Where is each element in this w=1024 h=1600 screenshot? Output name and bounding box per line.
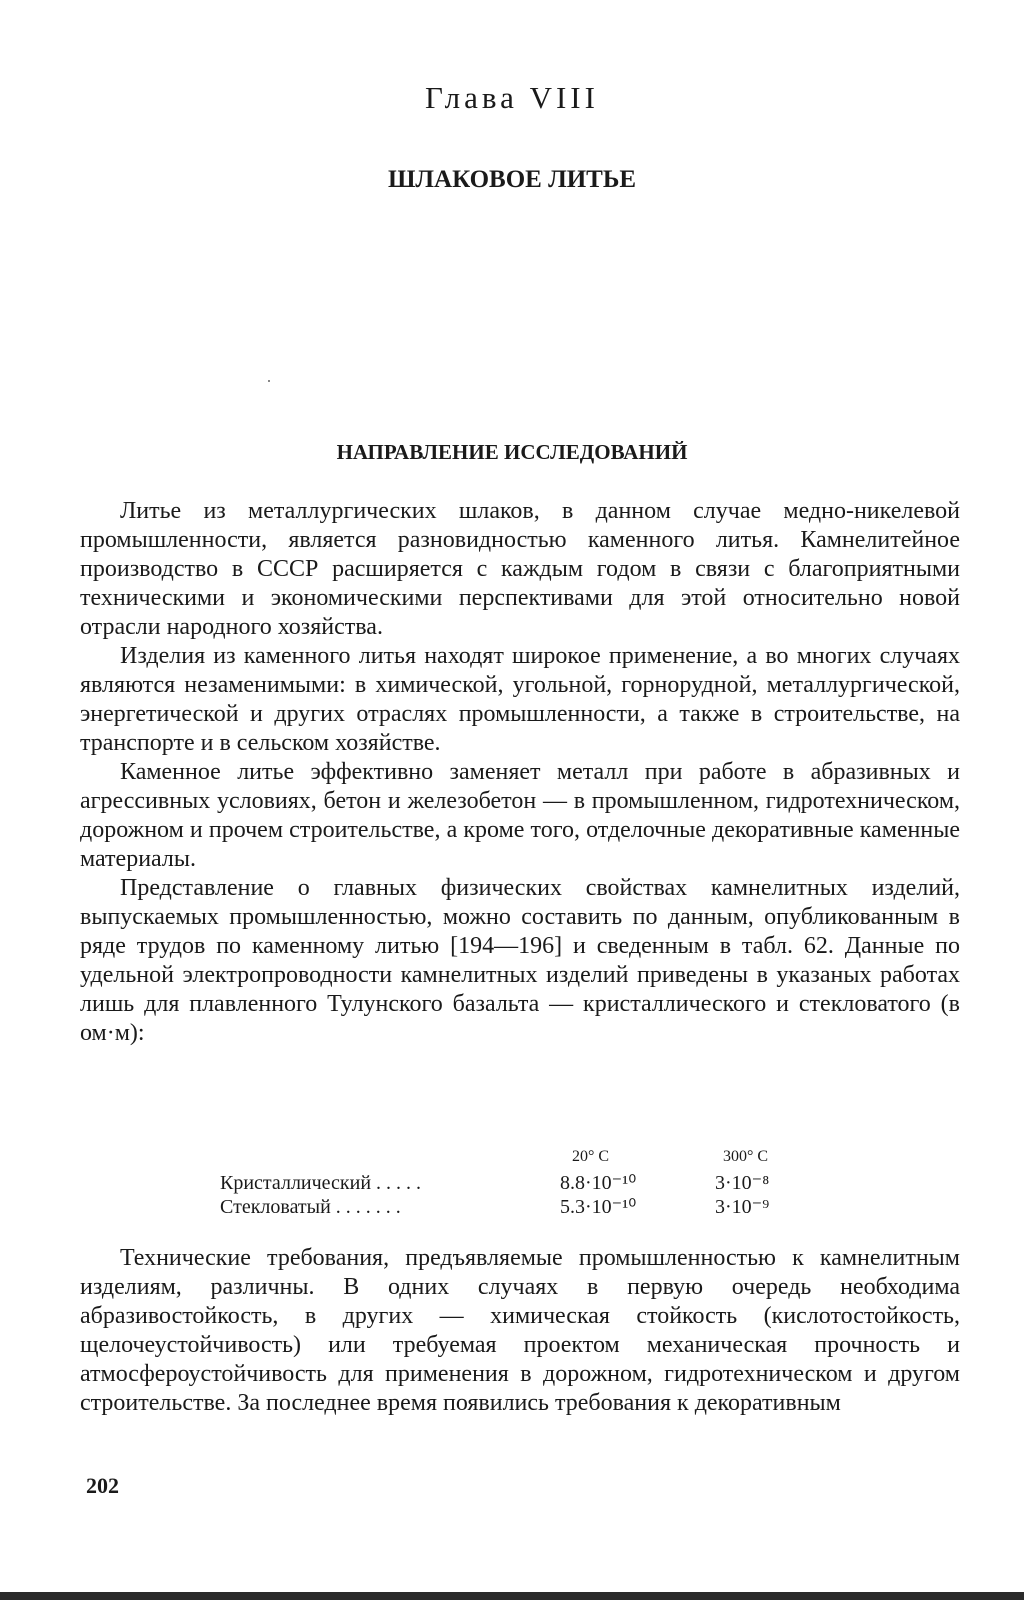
table-header-300c: 300° C <box>723 1148 769 1165</box>
row-value-20c: 5.3·10⁻¹⁰ <box>560 1196 637 1218</box>
paragraph: Представление о главных физических свойствах камнелитных изделий, выпускаемых промышленностью, можно составить по данным, опубликованным в ряде трудов по каменному литью [194—196] и сведенным в табл. 62. Данные по удельной электропроводности камнелитных изделий приведены в указаных работах лишь для плавленного Тулунского базальта — кристаллического и стекловатого (в ом·м): <box>80 875 960 1046</box>
table-row <box>220 1195 815 1219</box>
row-label: Стекловатый . . . . . . . <box>220 1196 401 1218</box>
conductivity-table <box>220 1145 815 1219</box>
table-header-row <box>220 1145 815 1171</box>
page-number: 202 <box>86 1473 119 1498</box>
table-header-20c: 20° C <box>572 1148 610 1165</box>
table-row <box>220 1171 815 1195</box>
row-value-300c: 3·10⁻⁸ <box>715 1172 770 1194</box>
section-heading: НАПРАВЛЕНИЕ ИССЛЕДОВАНИЙ <box>336 440 688 464</box>
print-speck <box>268 380 270 382</box>
row-value-20c: 8.8·10⁻¹⁰ <box>560 1172 637 1194</box>
paragraph: Литье из металлургических шлаков, в данном случае медно-никелевой промышленности, является разновидностью каменного литья. Камнелитейное производство в СССР расширяется с каждым годом в связи с благоприятными техническими и экономическими перспективами для этой относительно новой отрасли народного хозяйства. <box>80 498 960 640</box>
body-text-after-table <box>80 1244 960 1418</box>
table-header-empty <box>220 1145 560 1171</box>
scan-bottom-edge <box>0 1592 1024 1600</box>
paragraph: Каменное литье эффективно заменяет металл при работе в абразивных и агрессивных условиях, бетон и железобетон — в промышленном, гидротехническом, дорожном и прочем строительстве, а кроме того, отделочные декоративные каменные материалы. <box>80 759 960 872</box>
body-text-before-table <box>80 497 960 1048</box>
paragraph: Изделия из каменного литья находят широкое применение, а во многих случаях являются незаменимыми: в химической, угольной, горнорудной, металлургической, энергетической и других отраслях промышленности, а также в строительстве, на транспорте и в сельском хозяйстве. <box>80 643 960 756</box>
paragraph: Технические требования, предъявляемые промышленностью к камнелитным изделиям, различны. В одних случаях в первую очередь необходима абразивостойкость, в других — химическая стойкость (кислотостойкость, щелочеустойчивость) или требуемая проектом механическая прочность и атмосфероустойчивость для применения в дорожном, гидротехническом и другом строительстве. За последнее время появились требования к декоративным <box>80 1245 960 1416</box>
row-label: Кристаллический . . . . . <box>220 1172 422 1194</box>
row-value-300c: 3·10⁻⁹ <box>715 1196 770 1218</box>
chapter-title: ШЛАКОВОЕ ЛИТЬЕ <box>387 166 637 193</box>
chapter-label: Глава VIII <box>425 80 599 115</box>
